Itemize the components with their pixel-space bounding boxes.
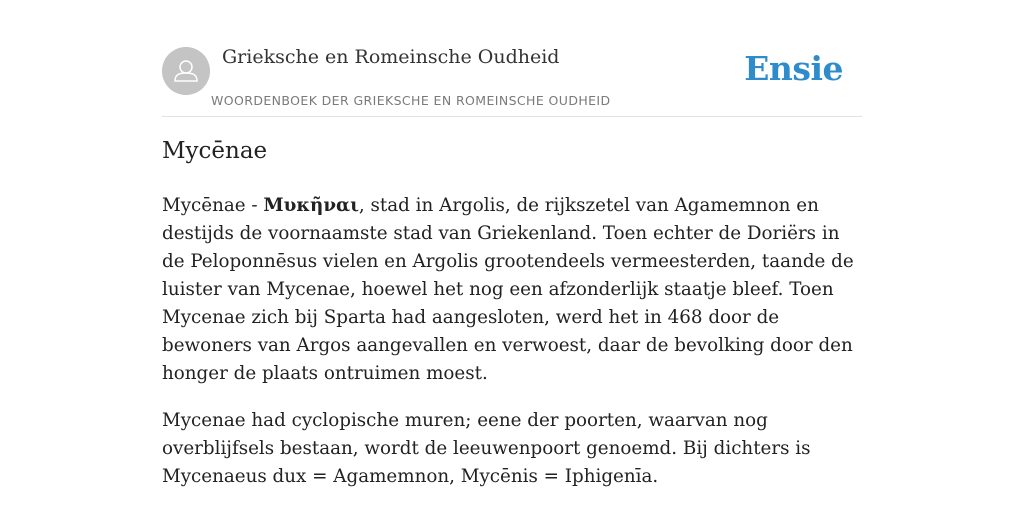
article-paragraph [162, 192, 866, 388]
dictionary-subtitle: WOORDENBOEK DER GRIEKSCHE EN ROMEINSCHE OUDHEID [211, 93, 611, 108]
article-paragraph: Mycenae had cyclopische muren; eene der poorten, waarvan nog overblijfsels bestaan, wordt de leeuwenpoort genoemd. Bij dichters is Mycenaeus dux = Agamemnon, Mycēnis = Iphigenīa. [162, 410, 811, 487]
greek-term: Μυκῆναι [263, 195, 359, 216]
page-wrapper [162, 0, 862, 487]
page-title: Mycēnae [162, 138, 268, 164]
ensie-logo[interactable]: Ensie [744, 49, 843, 88]
dictionary-title[interactable]: Grieksche en Romeinsche Oudheid [222, 46, 560, 68]
entry-term: Mycēnae - [162, 195, 264, 216]
paragraph-text: , stad in Argolis, de rijkszetel van Agamemnon en destijds de voornaamste stad van Griekenland. Toen echter de Doriërs in de Peloponnēsus vielen en Argolis grootendeels vermeesterden, taande de luister van Mycenae, hoewel het nog een afzonderlijk staatje bleef. Toen Mycenae zich bij Sparta had aangesloten, werd het in 468 door de bewoners van Argos aangevallen en verwoest, daar de bevolking door den honger de plaats ontruimen moest. [162, 195, 854, 384]
dictionary-header [162, 0, 862, 117]
user-avatar-icon[interactable] [162, 47, 210, 95]
